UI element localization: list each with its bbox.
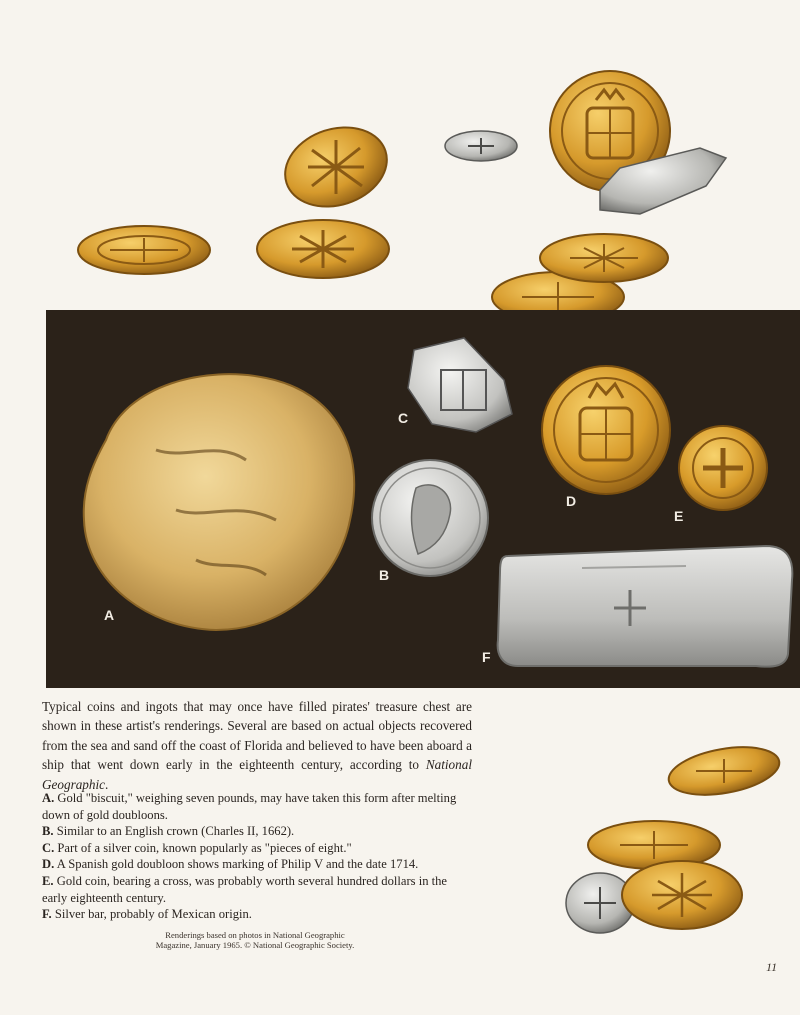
- photo-credit: [90, 930, 420, 950]
- gold-cross-coin-e: [679, 426, 767, 510]
- caption-intro: Typical coins and ingots that may once have filled pirates' treasure chest are shown in these artist's renderings. Several are based on actual objects recovered from the sea and sand off the coast of Florida and believed to have been aboard a ship that went down early in the eighteenth century, according to: [42, 699, 472, 773]
- plate-label-e: E: [674, 508, 684, 524]
- list-item: D. A Spanish gold doubloon shows marking of Philip V and the date 1714.: [42, 857, 419, 872]
- gold-coin-stack-right: [492, 234, 668, 322]
- gold-coin-oval-center: [257, 220, 389, 278]
- gold-coin-bottom-top: [665, 740, 783, 803]
- top-coin-artwork: [0, 0, 800, 330]
- plate-label-c: C: [398, 410, 409, 426]
- intro-caption: [42, 697, 472, 794]
- list-item: B. Similar to an English crown (Charles II, 1662).: [42, 824, 295, 839]
- list-item: E. Gold coin, bearing a cross, was probably worth several hundred dollars in the early eighteenth century.: [42, 873, 448, 905]
- credit-line-1: Renderings based on photos in National Geographic: [165, 930, 345, 940]
- gold-coin-cross-top-center: [275, 115, 397, 219]
- bottom-coin-artwork: [560, 735, 800, 945]
- plate-label-d: D: [566, 493, 577, 509]
- caption-source: National Geographic: [42, 757, 472, 792]
- gold-biscuit: [84, 374, 354, 630]
- plate-label-b: B: [379, 567, 390, 583]
- silver-crown-b: [372, 460, 488, 576]
- credit-line-2: Magazine, January 1965. © National Geographic Society.: [155, 940, 355, 950]
- gold-doubloon-d: [542, 366, 670, 494]
- list-item: C. Part of a silver coin, known popularly as "pieces of eight.": [42, 840, 352, 855]
- page-number: 11: [766, 960, 778, 974]
- plate-label-f: F: [482, 649, 491, 665]
- silver-bar-f: [498, 546, 793, 667]
- list-item: A. Gold "biscuit," weighing seven pounds, may have taken this form after melting down of gold doubloons.: [42, 791, 457, 822]
- plate-label-a: A: [104, 607, 115, 623]
- item-descriptions: [42, 790, 474, 923]
- gold-coin-oval-left: [78, 226, 210, 274]
- silver-coin-small-top: [445, 131, 517, 161]
- treasure-photo-panel: [46, 310, 800, 688]
- treasure-photo: [46, 310, 800, 688]
- list-item: F. Silver bar, probably of Mexican origin.: [42, 907, 252, 922]
- silver-fragment-c: [408, 338, 512, 432]
- gold-coin-bottom-front: [622, 861, 742, 929]
- caption-end: .: [105, 776, 109, 792]
